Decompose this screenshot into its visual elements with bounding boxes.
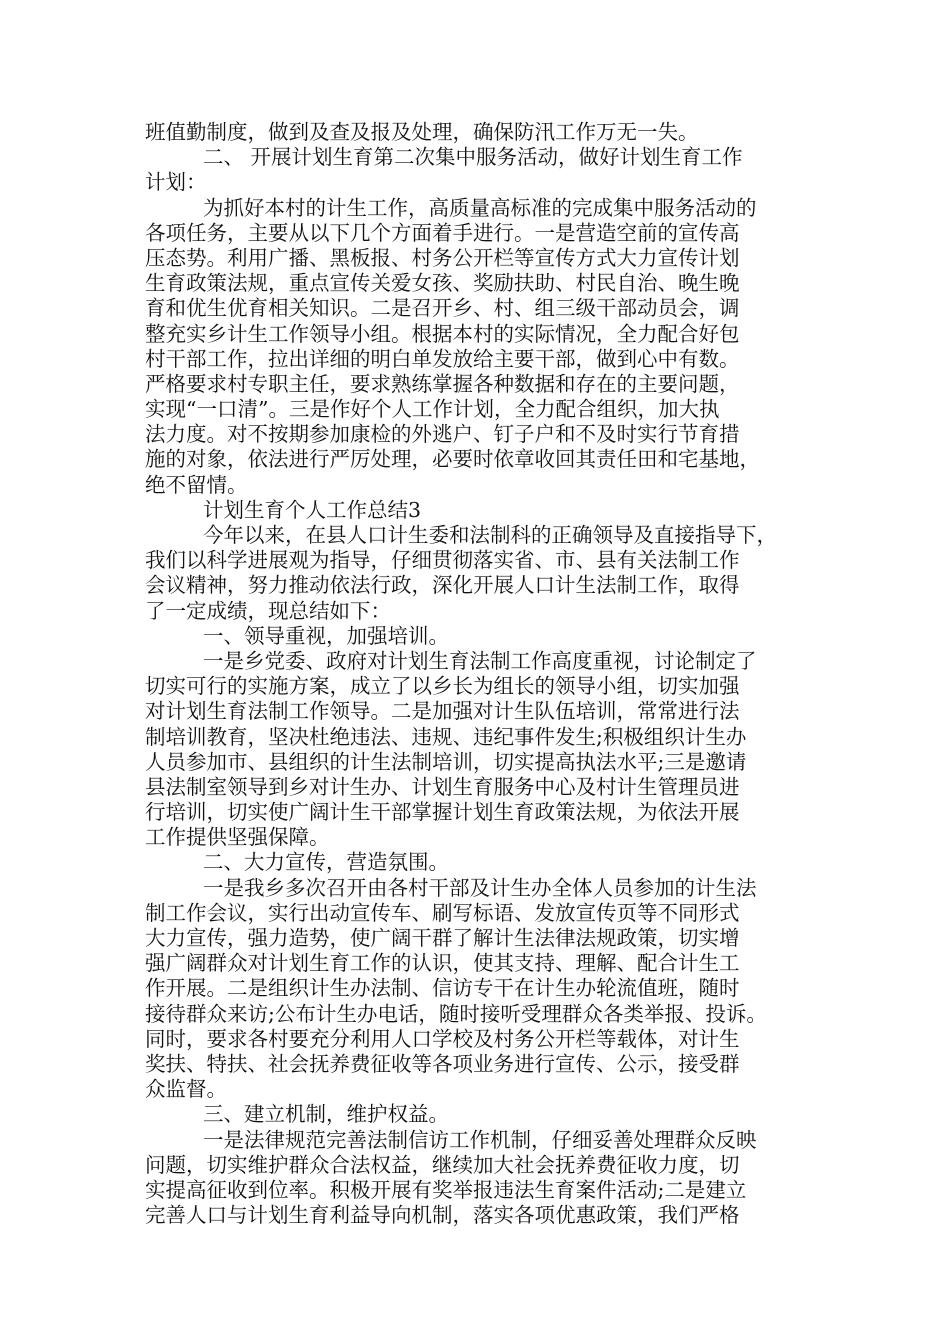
text-line: 问题，切实维护群众合法权益，继续加大社会抚养费征收力度，切 <box>145 1152 740 1177</box>
text-line: 绝不留情。 <box>145 472 248 497</box>
text-line: 作开展。二是组织计生办法制、信访专干在计生办轮流值班，随时 <box>145 976 740 1001</box>
text-line: 切实可行的实施方案，成立了以乡长为组长的领导小组，切实加强 <box>145 674 740 699</box>
text-line: 对计划生育法制工作领导。二是加强对计生队伍培训，常常进行法 <box>145 699 740 724</box>
text-line: 计划生育个人工作总结3 <box>203 497 422 522</box>
text-line: 强广阔群众对计划生育工作的认识，使其支持、理解、配合计生工 <box>145 951 740 976</box>
text-line: 一、领导重视，加强培训。 <box>203 623 449 648</box>
text-line: 生育政策法规，重点宣传关爱女孩、奖励扶助、村民自治、晚生晚 <box>145 271 740 296</box>
text-line: 施的对象，依法进行严厉处理，必要时依章收回其责任田和宅基地， <box>145 447 760 472</box>
document-body <box>145 120 815 1228</box>
text-line: 我们以科学进展观为指导，仔细贯彻落实省、市、县有关法制工作 <box>145 548 740 573</box>
text-line: 实现“一口清”。三是作好个人工作计划，全力配合组织，加大执 <box>145 397 720 422</box>
text-line: 一是法律规范完善法制信访工作机制，仔细妥善处理群众反映 <box>203 1127 757 1152</box>
text-line: 会议精神，努力推动依法行政，深化开展人口计生法制工作，取得 <box>145 573 740 598</box>
text-line: 法力度。对不按期参加康检的外逃户、钉子户和不及时实行节育措 <box>145 422 740 447</box>
text-line: 行培训，切实使广阔计生干部掌握计划生育政策法规，为依法开展 <box>145 800 740 825</box>
text-line: 计划： <box>145 170 207 195</box>
text-line: 奖扶、特扶、社会抚养费征收等各项业务进行宣传、公示，接受群 <box>145 1051 740 1076</box>
text-line: 人员参加市、县组织的计生法制培训，切实提高执法水平;三是邀请 <box>145 749 747 774</box>
text-line: 大力宣传，强力造势，使广阔干群了解计生法律法规政策，切实增 <box>145 926 740 950</box>
text-line: 二、 开展计划生育第二次集中服务活动，做好计划生育工作 <box>203 145 743 170</box>
text-line: 村干部工作，拉出详细的明白单发放给主要干部，做到心中有数。 <box>145 346 740 371</box>
text-line: 为抓好本村的计生工作，高质量高标准的完成集中服务活动的 <box>203 195 757 220</box>
text-line: 三、建立机制，维护权益。 <box>203 1102 449 1127</box>
text-line: 压态势。利用广播、黑板报、村务公开栏等宣传方式大力宣传计划 <box>145 245 740 270</box>
text-line: 制培训教育，坚决杜绝违法、违规、违纪事件发生;积极组织计生办 <box>145 724 747 749</box>
text-line: 一是乡党委、政府对计划生育法制工作高度重视，讨论制定了 <box>203 648 757 673</box>
text-line: 一是我乡多次召开由各村干部及计生办全体人员参加的计生法 <box>203 875 757 900</box>
text-line: 严格要求村专职主任，要求熟练掌握各种数据和存在的主要问题， <box>145 371 740 396</box>
text-line: 班值勤制度，做到及查及报及处理，确保防汛工作万无一失。 <box>145 120 699 144</box>
text-line: 同时，要求各村要充分利用人口学校及村务公开栏等载体，对计生 <box>145 1026 740 1051</box>
text-line: 二、大力宣传，营造氛围。 <box>203 850 449 875</box>
text-line: 今年以来，在县人口计生委和法制科的正确领导及直接指导下， <box>203 523 777 547</box>
text-line: 接待群众来访;公布计生办电话，随时接听受理群众各类举报、投诉。 <box>145 1001 767 1026</box>
text-line: 工作提供坚强保障。 <box>145 825 330 850</box>
text-line: 完善人口与计划生育利益导向机制，落实各项优惠政策，我们严格 <box>145 1203 740 1228</box>
text-line: 制工作会议，实行出动宣传车、刷写标语、发放宣传页等不同形式 <box>145 900 740 925</box>
text-line: 整充实乡计生工作领导小组。根据本村的实际情况，全力配合好包 <box>145 321 740 346</box>
text-line: 县法制室领导到乡对计生办、计划生育服务中心及村计生管理员进 <box>145 774 740 799</box>
text-line: 众监督。 <box>145 1077 227 1102</box>
text-line: 实提高征收到位率。积极开展有奖举报违法生育案件活动;二是建立 <box>145 1177 747 1202</box>
text-line: 各项任务，主要从以下几个方面着手进行。一是营造空前的宣传高 <box>145 220 740 245</box>
text-line: 了一定成绩，现总结如下： <box>145 598 391 623</box>
text-line: 育和优生优育相关知识。二是召开乡、村、组三级干部动员会，调 <box>145 296 740 321</box>
